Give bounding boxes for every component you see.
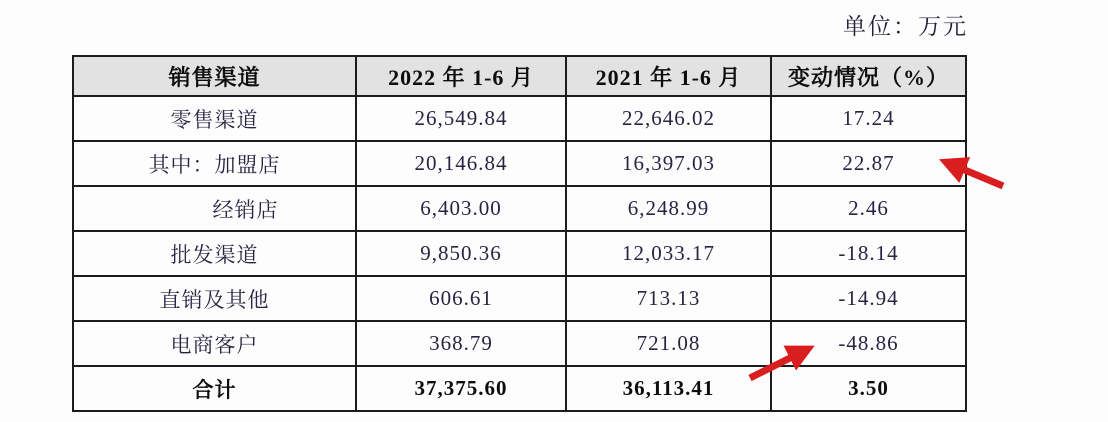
cell-2021: 16,397.03 bbox=[566, 141, 771, 186]
cell-2021: 713.13 bbox=[566, 276, 771, 321]
cell-2021: 36,113.41 bbox=[566, 366, 771, 411]
cell-2022: 37,375.60 bbox=[356, 366, 566, 411]
cell-channel: 合计 bbox=[73, 366, 356, 411]
table-row bbox=[73, 141, 966, 186]
cell-channel: 其中：加盟店 bbox=[73, 141, 356, 186]
cell-2022: 368.79 bbox=[356, 321, 566, 366]
cell-change: -18.14 bbox=[771, 231, 966, 276]
unit-label: 单位：万元 bbox=[843, 14, 968, 39]
cell-2021: 22,646.02 bbox=[566, 96, 771, 141]
sales-channel-table bbox=[72, 55, 967, 412]
table-row bbox=[73, 321, 966, 366]
cell-channel: 批发渠道 bbox=[73, 231, 356, 276]
cell-change: -48.86 bbox=[771, 321, 966, 366]
table-header-row bbox=[73, 56, 966, 96]
header-2022: 2022 年 1-6 月 bbox=[356, 56, 566, 96]
cell-change: 17.24 bbox=[771, 96, 966, 141]
table-row bbox=[73, 186, 966, 231]
cell-change: 2.46 bbox=[771, 186, 966, 231]
cell-2022: 20,146.84 bbox=[356, 141, 566, 186]
cell-2021: 721.08 bbox=[566, 321, 771, 366]
cell-channel: 零售渠道 bbox=[73, 96, 356, 141]
header-change: 变动情况（%） bbox=[771, 56, 966, 96]
cell-2021: 12,033.17 bbox=[566, 231, 771, 276]
cell-change: 3.50 bbox=[771, 366, 966, 411]
table-total-row bbox=[73, 366, 966, 411]
cell-2022: 26,549.84 bbox=[356, 96, 566, 141]
cell-2022: 6,403.00 bbox=[356, 186, 566, 231]
cell-channel: 经销店 bbox=[73, 186, 356, 231]
cell-2022: 606.61 bbox=[356, 276, 566, 321]
table-row bbox=[73, 96, 966, 141]
table-row bbox=[73, 231, 966, 276]
cell-change: 22.87 bbox=[771, 141, 966, 186]
header-channel: 销售渠道 bbox=[73, 56, 356, 96]
table-row bbox=[73, 276, 966, 321]
header-2021: 2021 年 1-6 月 bbox=[566, 56, 771, 96]
cell-change: -14.94 bbox=[771, 276, 966, 321]
cell-2021: 6,248.99 bbox=[566, 186, 771, 231]
cell-channel: 直销及其他 bbox=[73, 276, 356, 321]
cell-2022: 9,850.36 bbox=[356, 231, 566, 276]
cell-channel: 电商客户 bbox=[73, 321, 356, 366]
